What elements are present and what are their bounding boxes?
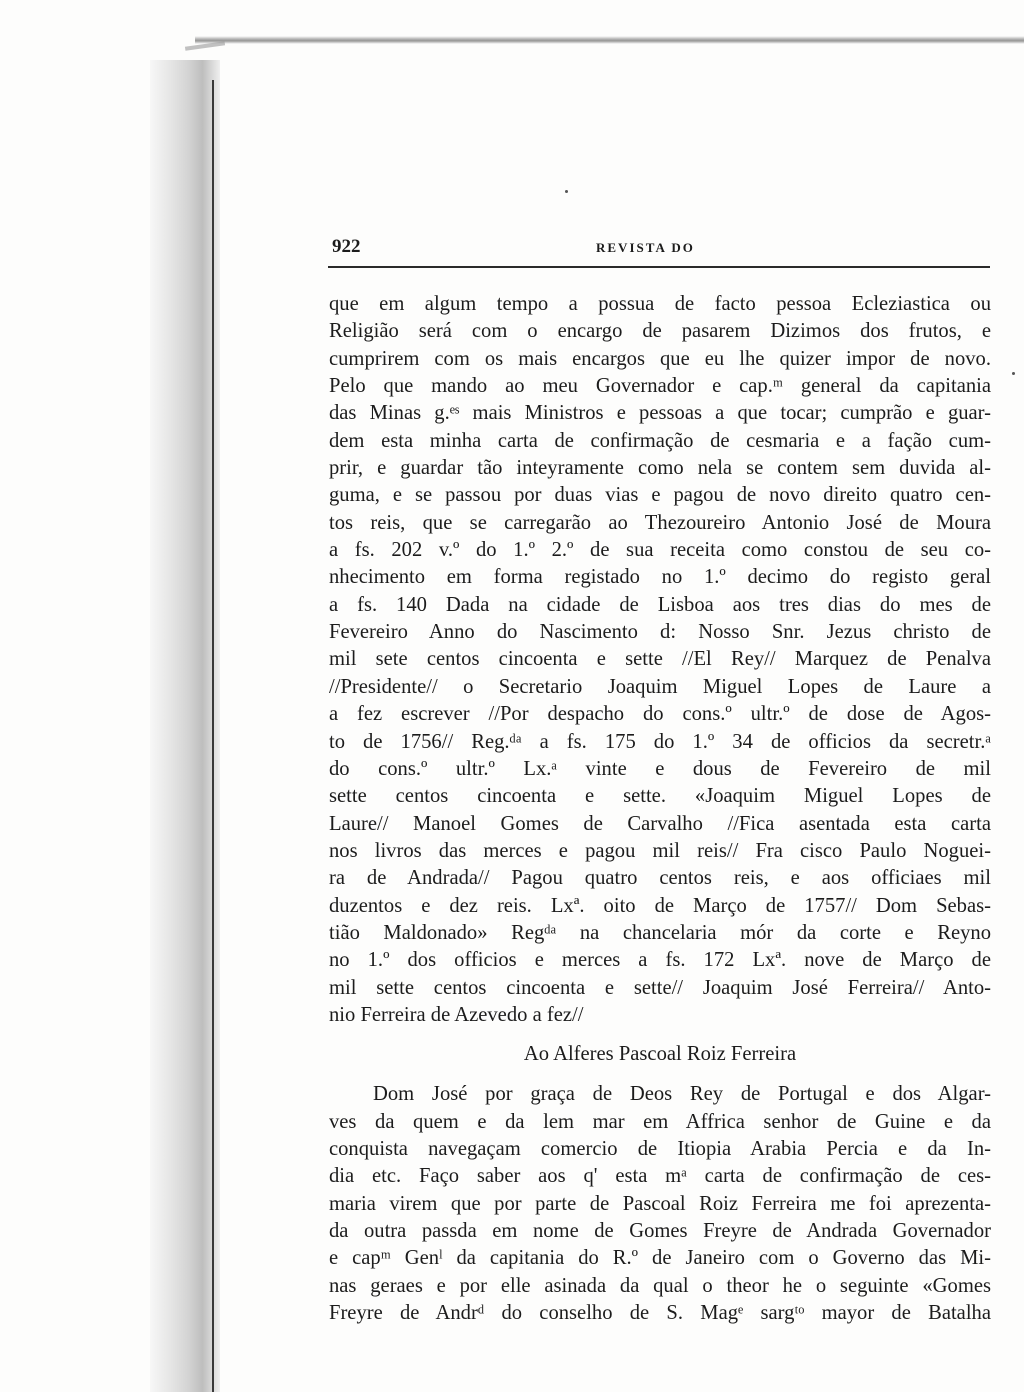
text-line: guma, e se passou por duas vias e pagou de novo direito quatro cen- xyxy=(329,484,991,507)
text-line: ves da quem e da lem mar em Affrica senhor de Guine e da xyxy=(329,1110,991,1133)
text-line: a fs. 202 v.º do 1.º 2.º de sua receita como constou de seu co- xyxy=(329,539,991,562)
text-line: do cons.º ultr.º Lx.ᵃ vinte e dous de Fevereiro de mil xyxy=(329,757,991,780)
text-line: conquista navegaçam comercio de Itiopia Arabia Percia e da In- xyxy=(329,1137,991,1160)
text-line: //Presidente// o Secretario Joaquim Miguel Lopes de Laure a xyxy=(329,675,991,698)
body-text xyxy=(329,291,991,1327)
text-line: nio Ferreira de Azevedo a fez// xyxy=(329,1003,584,1026)
text-line: ra de Andrada// Pagou quatro centos reis, e aos officiaes mil xyxy=(329,867,991,890)
binding-edge-line xyxy=(212,80,214,1392)
paragraph-1 xyxy=(329,291,991,1029)
text-line: tião Maldonado» Regᵈᵃ na chancelaria mór da corte e Reyno xyxy=(329,921,991,944)
running-head: REVISTA DO xyxy=(596,240,695,255)
text-line: Pelo que mando ao meu Governador e cap.ᵐ general da capitania xyxy=(329,375,991,398)
text-line: to de 1756// Reg.ᵈᵃ a fs. 175 do 1.º 34 de officios da secretr.ᵃ xyxy=(329,730,991,753)
text-line: Laure// Manoel Gomes de Carvalho //Fica asentada esta carta xyxy=(329,812,991,835)
text-line: da outra passda em nome de Gomes Freyre de Andrada Governador xyxy=(329,1220,991,1242)
text-line: dia etc. Faço saber aos q' esta mᵃ carta de confirmação de ces- xyxy=(329,1165,991,1188)
text-line: duzentos e dez reis. Lxª. oito de Março de 1757// Dom Sebas- xyxy=(329,894,991,917)
paragraph-2 xyxy=(329,1081,991,1327)
scan-speck xyxy=(1012,372,1015,375)
text-line: nhecimento em forma registado no 1.º decimo do registo geral xyxy=(329,566,991,589)
text-line: Freyre de Andrᵈ do conselho de S. Magᵉ sargᵗᵒ mayor de Batalha xyxy=(329,1302,991,1325)
text-line: maria virem que por parte de Pascoal Roiz Ferreira me foi aprezenta- xyxy=(329,1192,991,1215)
page-header xyxy=(328,236,990,266)
text-line: cumprirem com os mais encargos que eu lhe quizer impor de novo. xyxy=(329,347,991,370)
header-rule xyxy=(328,266,990,268)
text-line: a fez escrever //Por despacho do cons.º ultr.º de dose de Agos- xyxy=(329,703,991,726)
text-line: sette centos cincoenta e sette. «Joaquim Miguel Lopes de xyxy=(329,785,991,808)
section-heading: Ao Alferes Pascoal Roiz Ferreira xyxy=(523,1043,797,1066)
text-line: Fevereiro Anno do Nascimento d: Nosso Snr. Jezus christo de xyxy=(329,621,991,644)
text-line: prir, e guardar tão inteyramente como nela se contem sem duvida al- xyxy=(329,457,991,480)
page-top-edge xyxy=(195,36,1024,44)
text-line: Religião será com o encargo de pasarem Dizimos dos frutos, e xyxy=(329,320,991,343)
text-line: nos livros das merces e pagou mil reis// Fra cisco Paulo Noguei- xyxy=(329,839,991,862)
text-line: tos reis, que se carregarão ao Thezoureiro Antonio José de Moura xyxy=(329,511,991,534)
text-line: no 1.º dos officios e merces a fs. 172 Lxª. nove de Março de xyxy=(329,949,991,972)
book-binding-shadow xyxy=(150,60,220,1392)
text-line: mil sete centos cincoenta e sette //El Rey// Marquez de Penalva xyxy=(329,648,991,671)
text-line: mil sette centos cincoenta e sette// Joaquim José Ferreira// Anto- xyxy=(329,976,991,999)
text-line: a fs. 140 Dada na cidade de Lisboa aos tres dias do mes de xyxy=(329,593,991,616)
scan-speck xyxy=(565,190,568,193)
text-line: dem esta minha carta de confirmação de cesmaria e a fação cum- xyxy=(329,429,991,452)
page-number: 922 xyxy=(332,236,361,257)
text-line: e capᵐ Genˡ da capitania do R.º de Janeiro com o Governo das Mi- xyxy=(329,1247,991,1270)
text-line: das Minas g.ᵉˢ mais Ministros e pessoas a que tocar; cumprão e guar- xyxy=(329,402,991,425)
text-line: que em algum tempo a possua de facto pessoa Ecleziastica ou xyxy=(329,293,991,315)
text-line: nas geraes e por elle asinada da qual o theor he o seguinte «Gomes xyxy=(329,1274,991,1297)
text-line: Dom José por graça de Deos Rey de Portugal e dos Algar- xyxy=(373,1083,991,1106)
